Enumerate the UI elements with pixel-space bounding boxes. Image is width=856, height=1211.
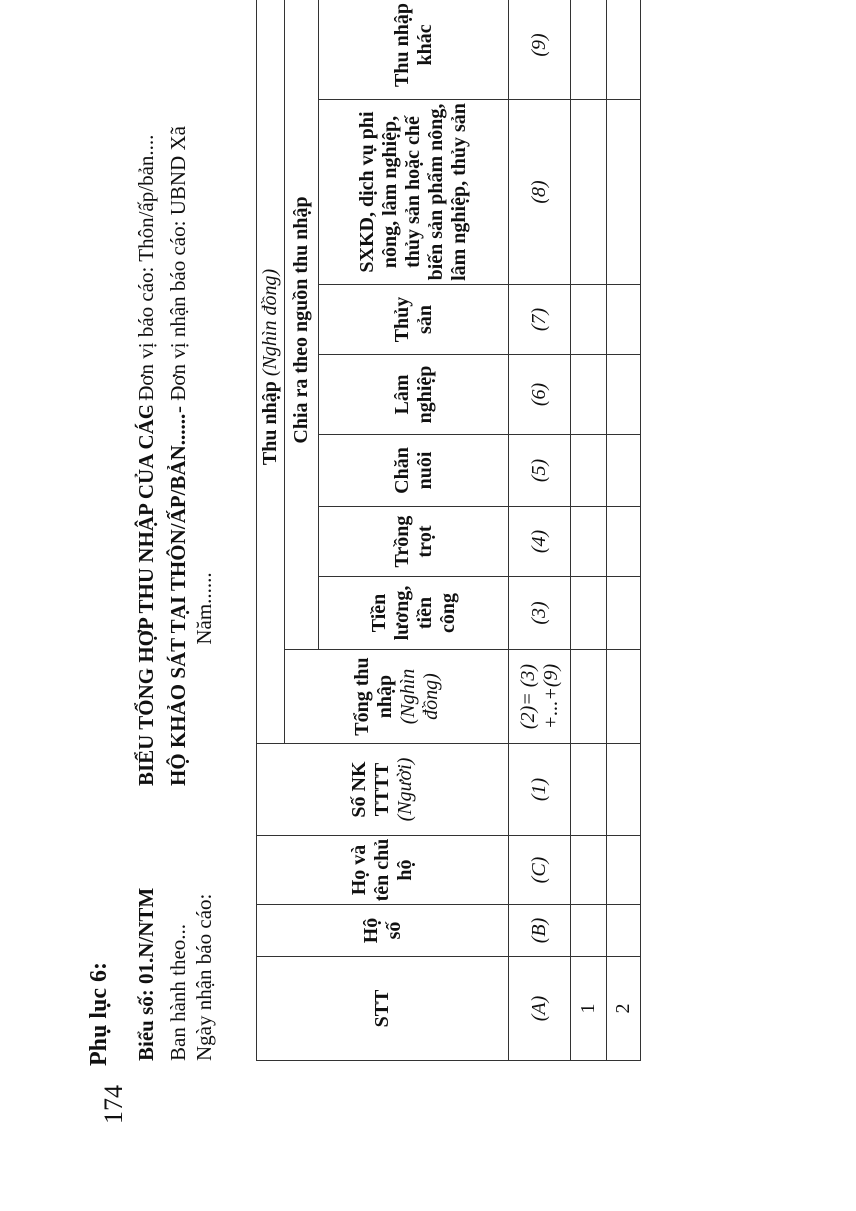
income-group-unit: (Nghìn đồng) xyxy=(259,268,281,377)
table-cell xyxy=(571,650,607,744)
table-cell xyxy=(607,744,641,836)
income-summary-table xyxy=(256,0,641,1061)
col-livestock: Chăn nuôi xyxy=(319,435,509,507)
table-cell xyxy=(607,100,641,285)
code-cell: (8) xyxy=(509,100,571,285)
table-cell xyxy=(607,507,641,577)
code-cell: (9) xyxy=(509,0,571,100)
table-cell xyxy=(571,744,607,836)
income-group-label: Thu nhập xyxy=(259,381,281,466)
table-cell xyxy=(607,285,641,355)
table-cell xyxy=(571,355,607,435)
col-fishery: Thủy sản xyxy=(319,285,509,355)
reporting-unit: - Đơn vị báo cáo: Thôn/ấp/bản.... xyxy=(134,134,158,413)
table-cell xyxy=(571,507,607,577)
code-cell: (C) xyxy=(509,836,571,905)
col-household-no: Hộ số xyxy=(257,905,509,957)
col-total-income-label: Tổng thu nhập xyxy=(350,657,396,736)
col-crops: Trồng trọt xyxy=(319,507,509,577)
table-cell xyxy=(571,0,607,100)
table-cell xyxy=(571,435,607,507)
col-other-income: Thu nhập khác xyxy=(319,0,509,100)
code-cell: (B) xyxy=(509,905,571,957)
report-title-line2: HỘ KHẢO SÁT TẠI THÔN/ẤP/BẢN...... xyxy=(166,413,190,786)
col-member-count xyxy=(257,744,509,836)
row-number: 1 xyxy=(571,957,607,1061)
by-source-header: Chia ra theo nguồn thu nhập xyxy=(285,0,319,650)
col-member-count-unit: (Người) xyxy=(394,757,416,822)
code-cell: (3) xyxy=(509,577,571,650)
col-forestry: Lâm nghiệp xyxy=(319,355,509,435)
table-cell xyxy=(607,0,641,100)
table-cell xyxy=(607,355,641,435)
table-row xyxy=(607,0,641,1061)
col-stt: STT xyxy=(257,957,509,1061)
col-member-count-label: Số NK TTTT xyxy=(348,761,393,818)
receiving-unit: - Đơn vị nhận báo cáo: UBND Xã xyxy=(166,126,190,413)
code-cell: (1) xyxy=(509,744,571,836)
code-cell: (4) xyxy=(509,507,571,577)
table-cell xyxy=(571,100,607,285)
table-cell xyxy=(607,650,641,744)
table-cell xyxy=(607,836,641,905)
code-cell: (6) xyxy=(509,355,571,435)
code-cell: (2)= (3) +...+(9) xyxy=(509,650,571,744)
col-household-head: Họ và tên chủ hộ xyxy=(257,836,509,905)
income-group-header xyxy=(257,0,285,744)
table-cell xyxy=(607,435,641,507)
receive-date: Ngày nhận báo cáo: xyxy=(192,893,216,1061)
page-number: 174 xyxy=(99,1085,128,1124)
col-non-agri-business: SXKD, dịch vụ phi nông, lâm nghiệp, thủy sản hoặc chế biến sản phẩm nông, lâm nghiệp, thủy sản xyxy=(319,100,509,285)
code-cell: (7) xyxy=(509,285,571,355)
appendix-title: Phụ lục 6: xyxy=(86,961,112,1066)
col-wages: Tiền lương, tiền công xyxy=(319,577,509,650)
form-number: Biểu số: 01.N/NTM xyxy=(134,887,158,1061)
code-row xyxy=(509,0,571,1061)
table-cell xyxy=(571,905,607,957)
report-year: Năm...... xyxy=(192,572,216,645)
col-total-income xyxy=(285,650,509,744)
table-cell xyxy=(571,285,607,355)
header-row-1 xyxy=(257,0,285,1061)
report-title-line1: BIỂU TỔNG HỢP THU NHẬP CỦA CÁC xyxy=(134,404,158,786)
table-row xyxy=(571,0,607,1061)
table-cell xyxy=(571,577,607,650)
col-total-income-unit: (Nghìn đồng) xyxy=(396,668,442,725)
code-cell: (A) xyxy=(509,957,571,1061)
code-cell: (5) xyxy=(509,435,571,507)
issued-by: Ban hành theo... xyxy=(166,923,190,1061)
table-cell xyxy=(571,836,607,905)
table-cell xyxy=(607,577,641,650)
table-cell xyxy=(607,905,641,957)
row-number: 2 xyxy=(607,957,641,1061)
